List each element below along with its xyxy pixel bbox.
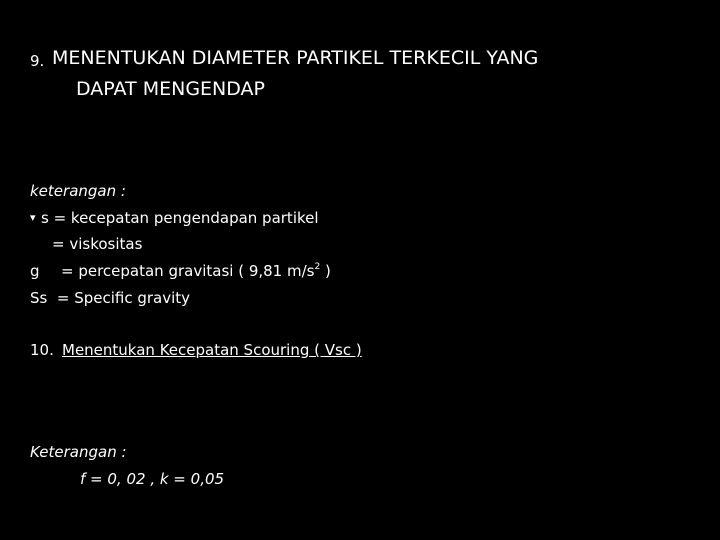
vs-symbol-icon: ▾: [30, 211, 36, 224]
gravity-exponent: 2: [314, 262, 321, 272]
section-9-title-line2: DAPAT MENGENDAP: [76, 78, 266, 100]
g-label: g: [30, 262, 40, 280]
section-10-title: Menentukan Kecepatan Scouring ( Vsc ): [62, 341, 362, 359]
gravity-close: ): [320, 262, 331, 280]
coefficient-values: f = 0, 02 , k = 0,05: [80, 470, 225, 488]
gravity-text: = percepatan gravitasi ( 9,81 m/s: [61, 262, 315, 280]
section-10-number: 10.: [30, 341, 54, 359]
section-9-title-line1: MENENTUKAN DIAMETER PARTIKEL TERKECIL YANG: [52, 47, 539, 69]
gravity-definition: [61, 264, 331, 279]
viscosity-definition: = viskositas: [52, 235, 143, 253]
keterangan-heading: keterangan :: [30, 182, 126, 200]
section-9-number: 9.: [30, 52, 45, 70]
specific-gravity-definition: Ss = Specific gravity: [30, 289, 191, 307]
keterangan-2-heading: Keterangan :: [30, 443, 127, 461]
vs-definition: s = kecepatan pengendapan partikel: [41, 209, 319, 227]
